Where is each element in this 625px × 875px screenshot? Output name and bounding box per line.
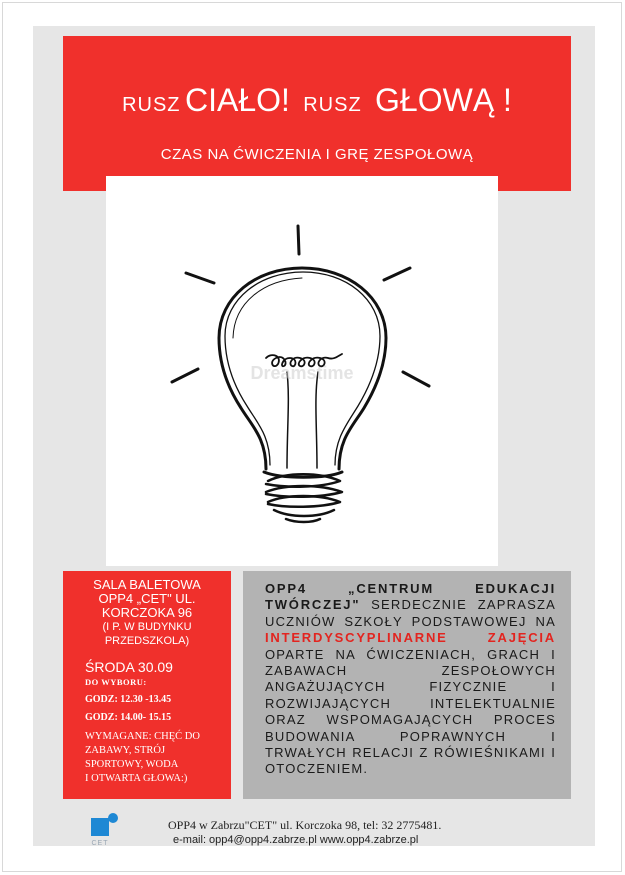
headline-word-rusz-2: RUSZ — [303, 94, 362, 116]
headline — [63, 82, 571, 119]
location-line: SALA BALETOWA — [93, 577, 201, 592]
headline-word-cialo: CIAŁO! — [184, 82, 290, 118]
invitation-panel — [243, 571, 571, 799]
time-slot-1: GODZ: 12.30 -13.45 — [85, 694, 172, 705]
logo-text: CET — [91, 840, 109, 846]
organizer-name: OPP4 „CENTRUM EDUKACJI TWÓRCZEJ" — [265, 581, 556, 613]
cet-logo-icon — [88, 812, 124, 846]
event-location — [63, 578, 231, 648]
requirements — [85, 730, 231, 786]
location-line: KORCZOKA 96 — [101, 605, 193, 620]
event-date: ŚRODA 30.09 — [85, 659, 173, 675]
event-details-panel — [63, 571, 231, 799]
light-bulb-image — [106, 176, 498, 566]
highlight-text: INTERDYSCYPLINARNE ZAJĘCIA — [265, 630, 556, 646]
requirements-line: ZABAWY, STRÓJ — [85, 745, 166, 756]
choice-label: DO WYBORU: — [85, 677, 147, 687]
requirements-line: SPORTOWY, WODA — [85, 759, 179, 770]
location-line: PRZEDSZKOLA) — [104, 635, 190, 647]
location-line: (I P. W BUDYNKU — [102, 621, 192, 633]
cet-logo — [88, 812, 124, 846]
requirements-line: WYMAGANE: CHĘĆ DO — [85, 731, 200, 742]
headline-word-rusz-1: RUSZ — [122, 94, 181, 116]
footer-contact: e-mail: opp4@opp4.zabrze.pl www.opp4.zabrze.pl — [173, 834, 419, 846]
invitation-text-part: OPARTE NA ĆWICZENIACH, GRACH I ZABAWACH ZESPOŁOWYCH ANGAŻUJĄCYCH FIZYCZNIE I ROZWIJAJĄCYCH INTELEKTUALNIE ORAZ WSPOMAGAJĄCYCH PROCES BUDOWANIA POPRAWNYCH I TRWAŁYCH RELACJI Z RÓWIEŚNIKAMI I OTOCZENIEM. — [265, 646, 556, 777]
image-watermark: Dreamstime — [250, 363, 354, 383]
invitation-text — [265, 581, 556, 778]
requirements-line: I OTWARTA GŁOWA:) — [85, 773, 188, 784]
invitation-text-part: SERDECZNIE ZAPRASZA UCZNIÓW SZKOŁY PODSTAWOWEJ NA — [265, 597, 556, 629]
location-line: OPP4 „CET" UL. — [98, 591, 196, 606]
time-slot-2: GODZ: 14.00- 15.15 — [85, 712, 172, 723]
headline-word-glowa: GŁOWĄ ! — [375, 82, 512, 118]
footer-address: OPP4 w Zabrzu"CET" ul. Korczoka 98, tel: 32 2775481. — [168, 818, 442, 832]
header-banner — [63, 36, 571, 191]
header-subtitle: CZAS NA ĆWICZENIA I GRĘ ZESPOŁOWĄ — [160, 146, 474, 163]
light-bulb-icon — [106, 176, 498, 566]
